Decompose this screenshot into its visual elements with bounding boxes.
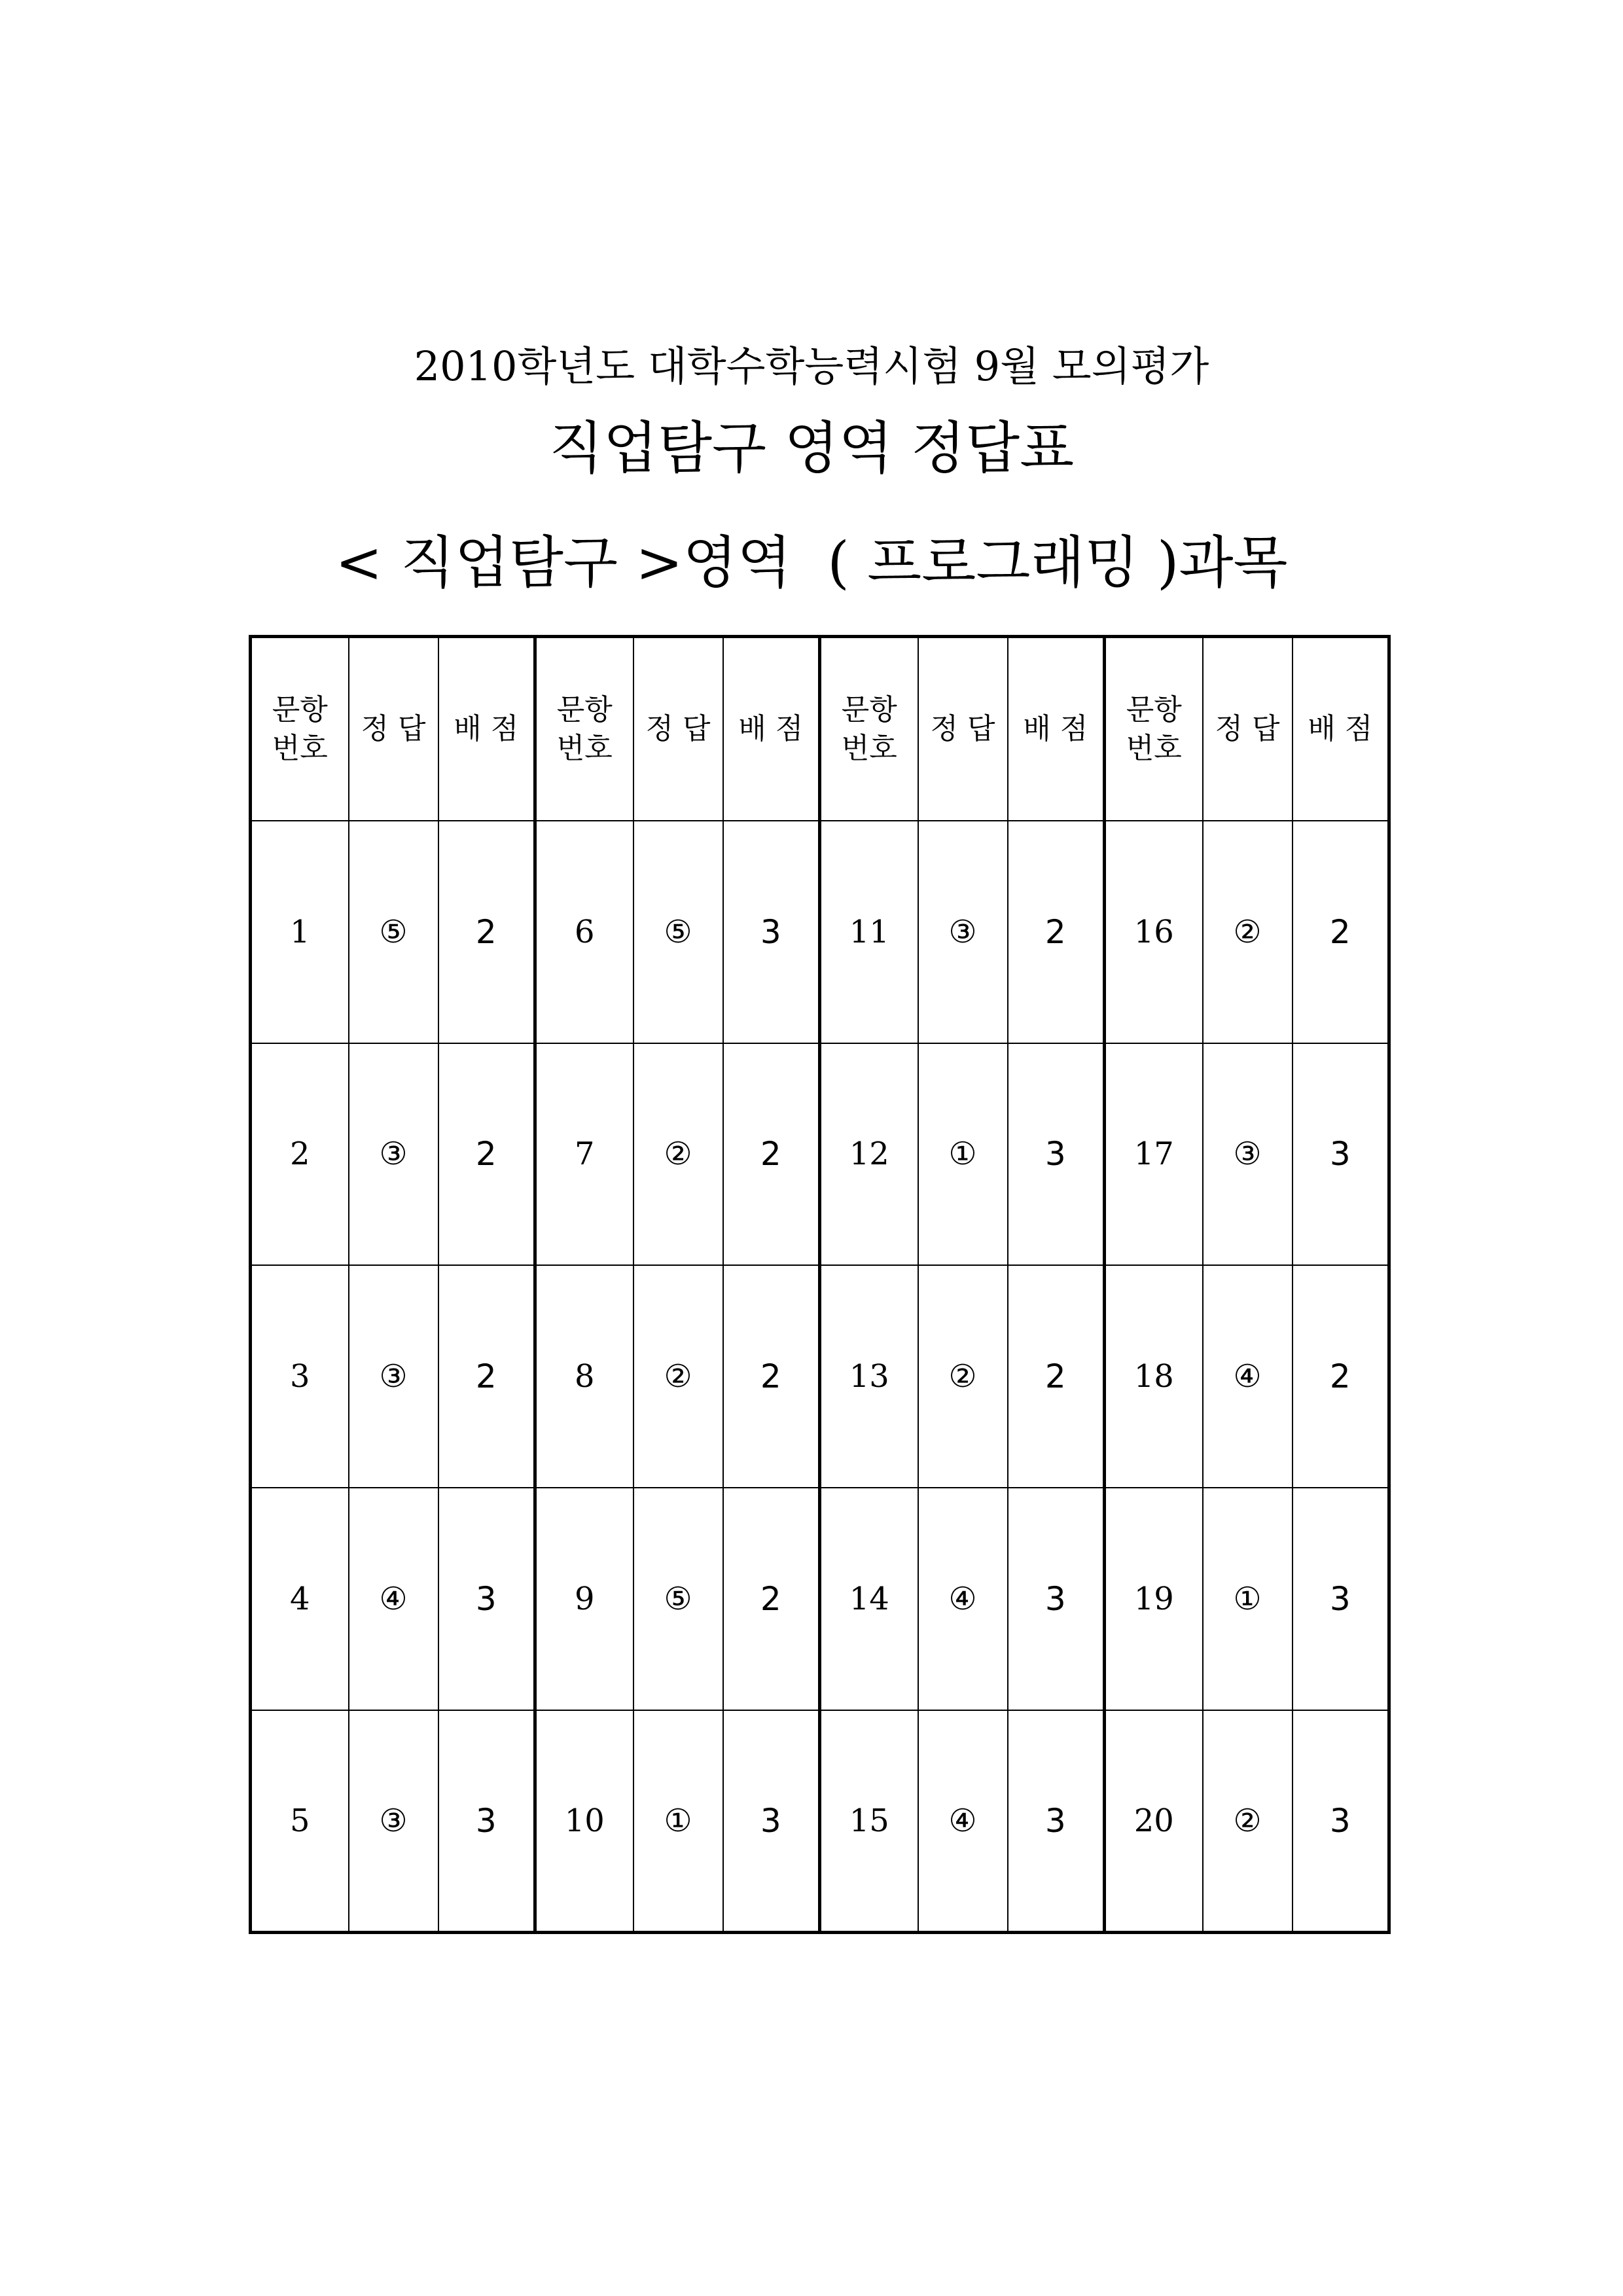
question-number-cell: 8 (535, 1265, 633, 1488)
question-number-cell: 13 (820, 1265, 918, 1488)
table-row (251, 1488, 1389, 1710)
answer-cell: ③ (918, 821, 1008, 1043)
table-row (251, 1710, 1389, 1933)
answer-table (249, 635, 1391, 1934)
points-cell: 2 (438, 1043, 535, 1266)
answer-cell: ③ (349, 1710, 438, 1933)
answer-cell: ⑤ (633, 821, 723, 1043)
points-cell: 3 (1293, 1488, 1389, 1710)
question-number-cell: 16 (1105, 821, 1203, 1043)
points-cell: 2 (438, 1265, 535, 1488)
answer-cell: ② (918, 1265, 1008, 1488)
question-number-cell: 2 (251, 1043, 349, 1266)
answer-cell: ① (1203, 1488, 1293, 1710)
subject-line: < 직업탐구 >영역 ( 프로그래밍 )과목 (335, 530, 1288, 596)
answer-cell: ④ (349, 1488, 438, 1710)
answer-cell: ③ (1203, 1043, 1293, 1266)
answer-cell: ③ (349, 1265, 438, 1488)
question-number-cell: 17 (1105, 1043, 1203, 1266)
points-cell: 2 (438, 821, 535, 1043)
points-cell: 3 (438, 1488, 535, 1710)
question-number-cell: 20 (1105, 1710, 1203, 1933)
header-question-number-line1: 문항 (556, 692, 613, 726)
points-cell: 3 (1008, 1710, 1105, 1933)
points-cell: 2 (1293, 1265, 1389, 1488)
points-cell: 2 (1008, 1265, 1105, 1488)
points-cell: 3 (723, 821, 820, 1043)
header-question-number-line2: 번호 (1126, 731, 1182, 765)
header-question-number-line1: 문항 (272, 692, 328, 726)
points-cell: 2 (723, 1488, 820, 1710)
points-cell: 2 (723, 1043, 820, 1266)
question-number-cell: 4 (251, 1488, 349, 1710)
document-title: 직업탐구 영역 정답표 (548, 416, 1075, 481)
question-number-cell: 14 (820, 1488, 918, 1710)
points-cell: 2 (1293, 821, 1389, 1043)
header-answer: 정 답 (349, 637, 438, 821)
header-question-number-line1: 문항 (1126, 692, 1182, 726)
header-question-number (820, 637, 918, 821)
header-question-number-line2: 번호 (272, 731, 328, 765)
points-cell: 2 (1008, 821, 1105, 1043)
question-number-cell: 12 (820, 1043, 918, 1266)
header-answer: 정 답 (633, 637, 723, 821)
points-cell: 3 (1293, 1710, 1389, 1933)
answer-cell: ① (633, 1710, 723, 1933)
header-points: 배 점 (1293, 637, 1389, 821)
header-points: 배 점 (1008, 637, 1105, 821)
answer-cell: ② (1203, 1710, 1293, 1933)
answer-cell: ② (1203, 821, 1293, 1043)
exam-title: 2010학년도 대학수학능력시험 9월 모의평가 (414, 342, 1209, 390)
table-row (251, 1265, 1389, 1488)
answer-cell: ③ (349, 1043, 438, 1266)
question-number-cell: 9 (535, 1488, 633, 1710)
header-question-number-line2: 번호 (841, 731, 897, 765)
question-number-cell: 5 (251, 1710, 349, 1933)
points-cell: 3 (1293, 1043, 1389, 1266)
question-number-cell: 6 (535, 821, 633, 1043)
points-cell: 3 (438, 1710, 535, 1933)
header-question-number (1105, 637, 1203, 821)
answer-cell: ⑤ (633, 1488, 723, 1710)
points-cell: 3 (1008, 1488, 1105, 1710)
question-number-cell: 18 (1105, 1265, 1203, 1488)
answer-cell: ① (918, 1043, 1008, 1266)
question-number-cell: 11 (820, 821, 918, 1043)
points-cell: 3 (723, 1710, 820, 1933)
question-number-cell: 7 (535, 1043, 633, 1266)
points-cell: 2 (723, 1265, 820, 1488)
header-row (251, 637, 1389, 821)
question-number-cell: 1 (251, 821, 349, 1043)
header-points: 배 점 (723, 637, 820, 821)
answer-cell: ④ (1203, 1265, 1293, 1488)
table-row (251, 821, 1389, 1043)
points-cell: 3 (1008, 1043, 1105, 1266)
header-answer: 정 답 (918, 637, 1008, 821)
answer-cell: ⑤ (349, 821, 438, 1043)
question-number-cell: 3 (251, 1265, 349, 1488)
answer-cell: ④ (918, 1488, 1008, 1710)
question-number-cell: 15 (820, 1710, 918, 1933)
header-question-number-line2: 번호 (556, 731, 613, 765)
header-points: 배 점 (438, 637, 535, 821)
question-number-cell: 19 (1105, 1488, 1203, 1710)
table-row (251, 1043, 1389, 1266)
header-answer: 정 답 (1203, 637, 1293, 821)
header-question-number-line1: 문항 (841, 692, 897, 726)
question-number-cell: 10 (535, 1710, 633, 1933)
answer-cell: ② (633, 1043, 723, 1266)
answer-cell: ② (633, 1265, 723, 1488)
header-question-number (535, 637, 633, 821)
header-question-number (251, 637, 349, 821)
answer-cell: ④ (918, 1710, 1008, 1933)
